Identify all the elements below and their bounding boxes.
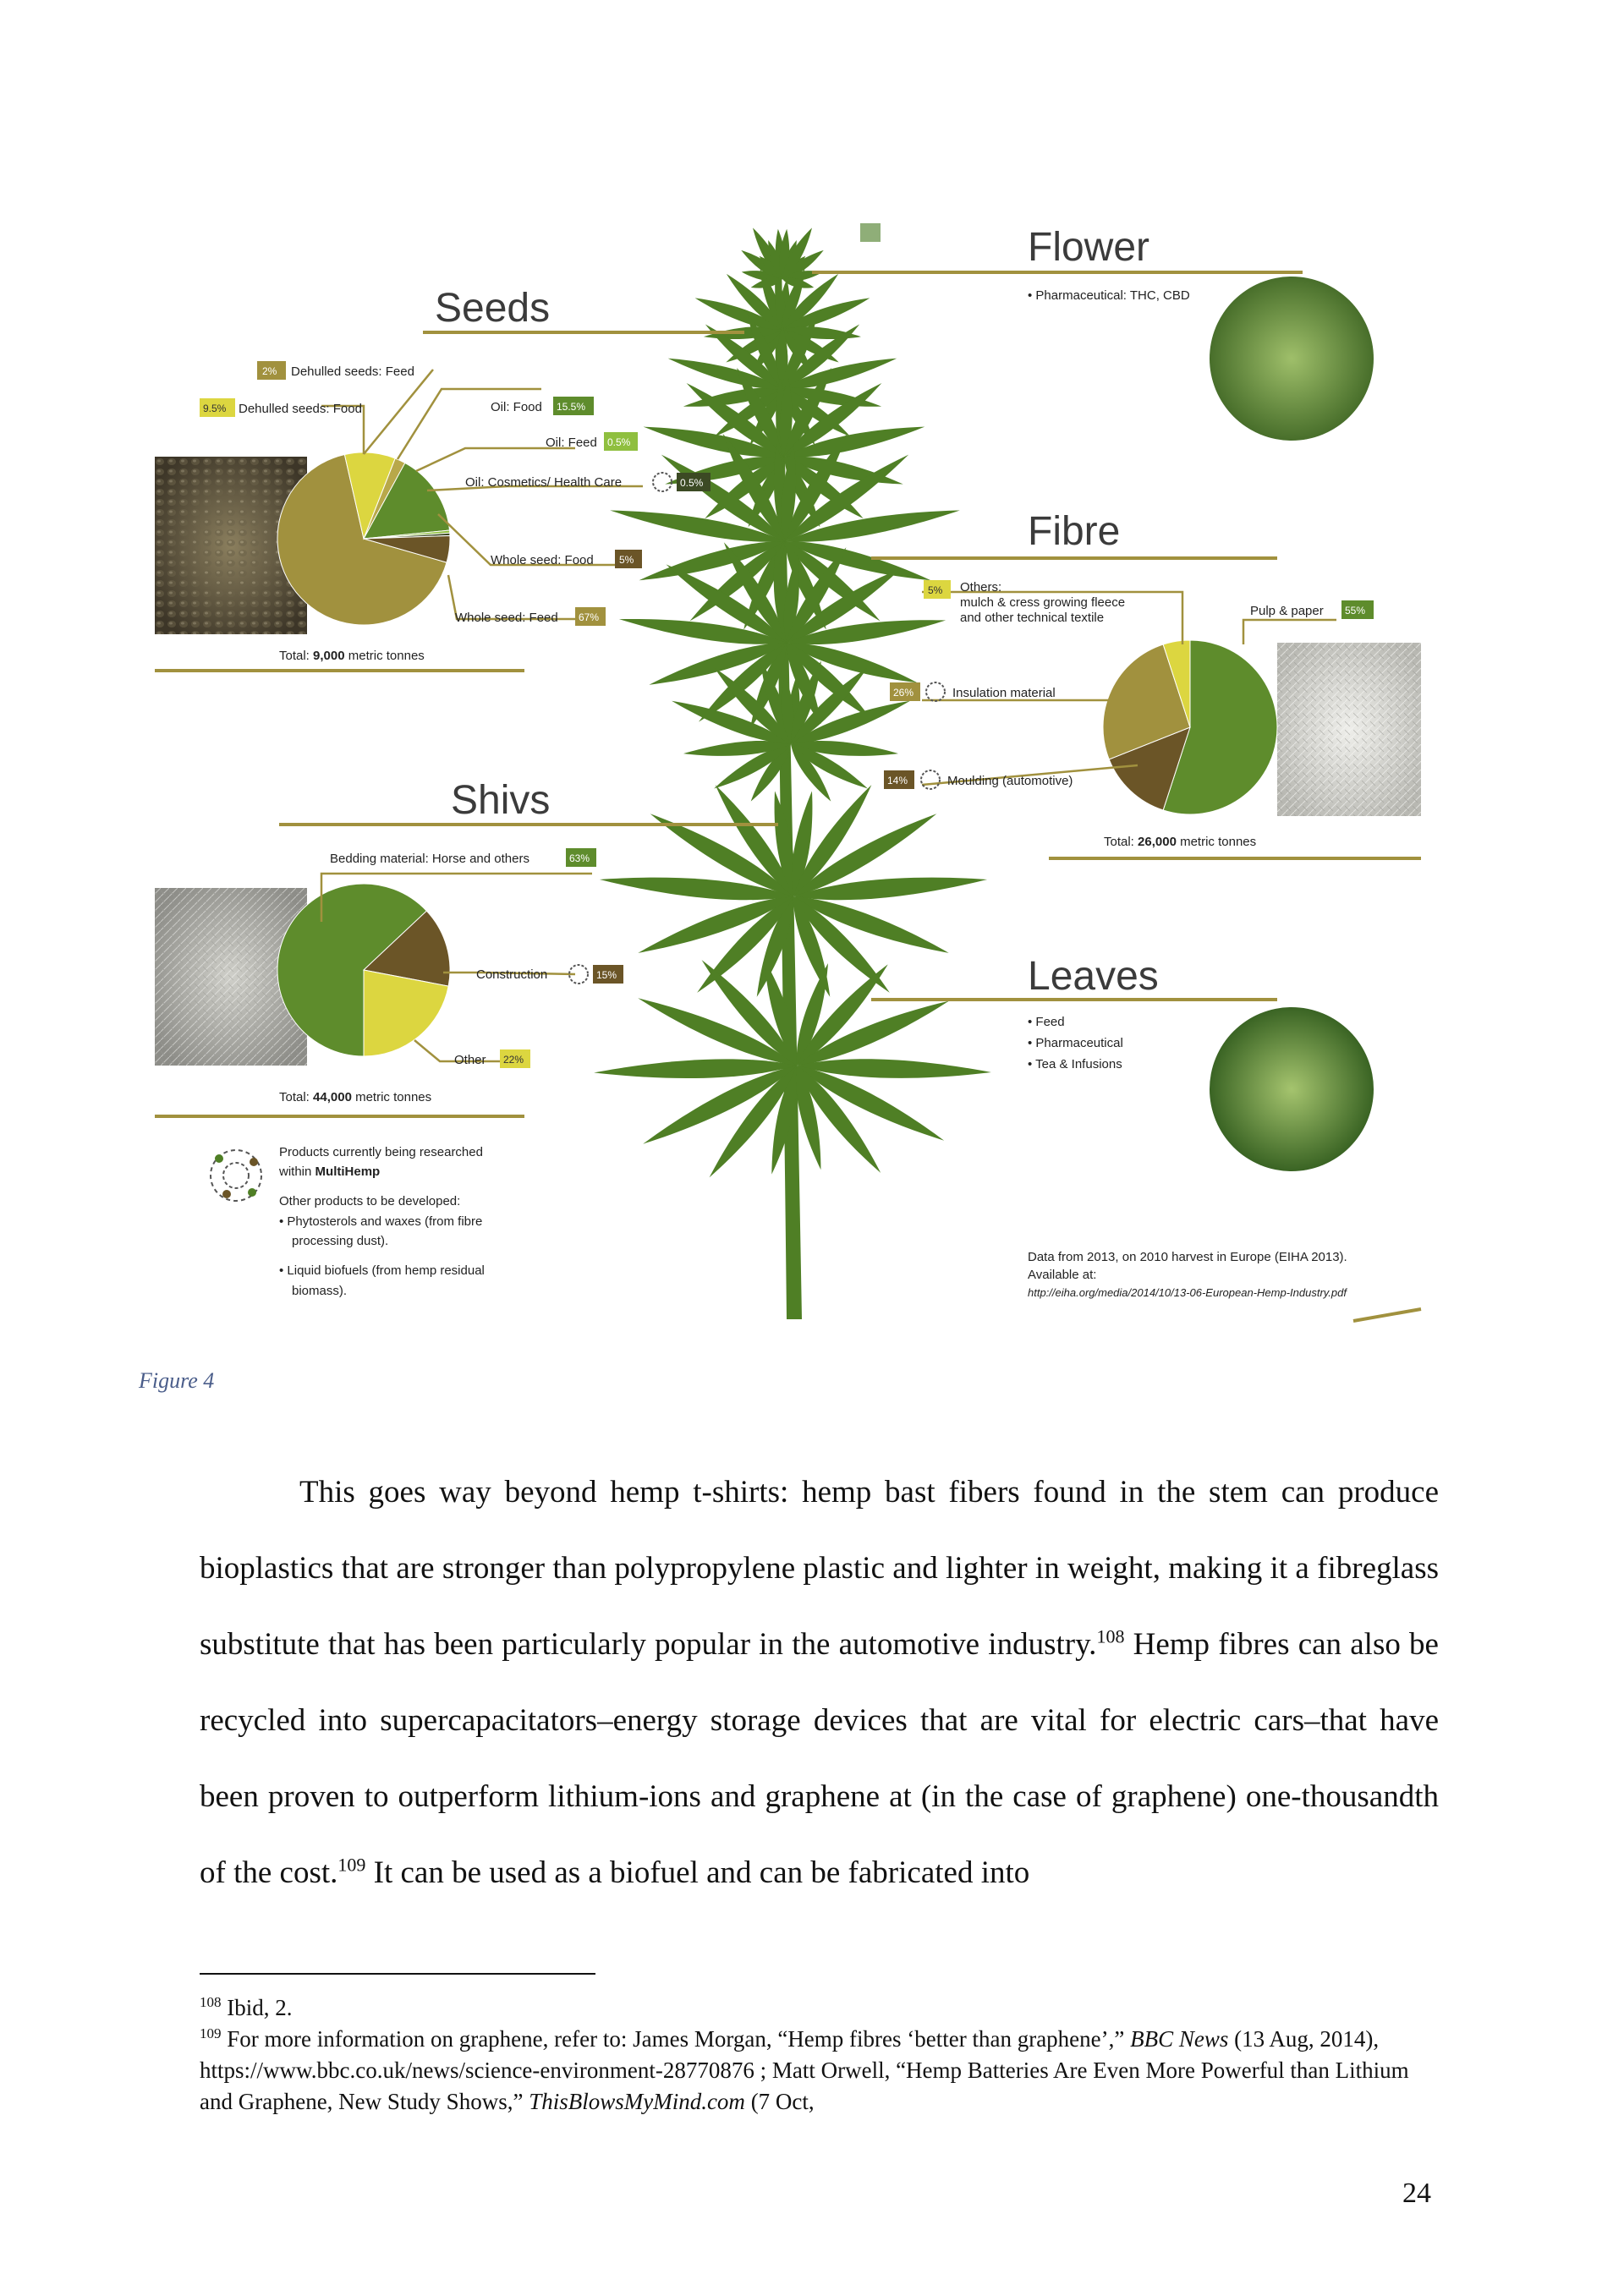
shivs-title: Shivs [451, 778, 551, 823]
seeds-pct-wholeseed-feed: 67% [579, 611, 600, 623]
seeds-label-wholeseed-feed: Whole seed: Feed [455, 611, 558, 625]
footnote-108: $^{108}$ Ibid, 2. [200, 1994, 293, 2020]
svg-text:• Liquid biofuels (from: • Liquid biofuels (from hemp residual [279, 1263, 485, 1278]
svg-text:processing dust).: processing dust). [292, 1234, 389, 1248]
seeds-title: Seeds [435, 286, 551, 331]
multihemp-icon [653, 473, 672, 491]
shivs-pie-chart [277, 884, 450, 1056]
seeds-label-wholeseed-food: Whole seed: Food [491, 553, 594, 567]
shivs-pct-other: 22% [503, 1054, 524, 1066]
leaves-photo [1210, 1007, 1374, 1171]
shivs-pct-construction: 15% [596, 969, 617, 981]
multihemp-icon [921, 770, 940, 789]
fibre-pct-others: 5% [928, 584, 943, 596]
seeds-total: Total: 9,000 metric tonnes [279, 649, 425, 663]
footnote-ref-109[interactable]: 109 [337, 1854, 366, 1876]
fibre-label-insulation: Insulation material [952, 686, 1056, 700]
footnote-divider [200, 1973, 595, 1975]
seeds-label-dehulled-feed: Dehulled seeds: Feed [291, 364, 414, 379]
seeds-pct-oil-feed: 0.5% [607, 436, 631, 448]
fibre-label-moulding: Moulding (automotive) [947, 774, 1073, 788]
body-paragraph: This goes way beyond hemp t-shirts: hemp bast fibers found in the stem can produce bioplastics that are stronger than polypropylene plastic and lighter in weight, making it a fibreglass substitute that has been particularly popular in the automotive industry.$^{108}$ Hemp fibres can also be recycled into supercapacitators–energy storage devices that are vital for electric cars–that have been proven to outperform lithium-ions and graphene at (in the case of graphene) one-thousandth of the cost.$^{109}$ It can be used as a biofuel and can be fabricated into [200, 1475, 1439, 1890]
fibre-label-pulp: Pulp & paper [1250, 604, 1324, 618]
seeds-pie-chart [277, 452, 450, 625]
seeds-pct-dehulled-feed: 2% [262, 365, 277, 377]
seeds-label-dehulled-food: Dehulled seeds: Food [239, 402, 362, 416]
fibre-title: Fibre [1028, 509, 1121, 554]
fibre-others-title: Others: [960, 580, 1002, 595]
flower-bullet: • Pharmaceutical: THC, CBD [1028, 288, 1190, 303]
seeds-label-oil-cosmetics: Oil: Cosmetics/ Health Care [465, 475, 623, 490]
fibre-total: Total: 26,000 metric tonnes [1104, 835, 1257, 849]
fibre-pct-pulp: 55% [1345, 605, 1366, 616]
svg-text:Available at:: Available at: [1028, 1268, 1097, 1282]
fibre-pie-chart [1103, 640, 1277, 814]
svg-text:Other products to be: Other products to be developed: [279, 1194, 461, 1208]
seeds-label-oil-food: Oil: Food [491, 400, 542, 414]
shivs-total: Total: 44,000 metric tonnes [279, 1090, 432, 1104]
seeds-pct-oil-cosmetics: 0.5% [680, 477, 704, 489]
multihemp-icon [926, 682, 945, 701]
hemp-plant-illustration [594, 225, 991, 1319]
svg-text:Data from 2013, on 2010 harves: Data from 2013, on 2010 harvest in Europe (EIHA 2013). [1028, 1250, 1347, 1264]
seeds-pct-wholeseed-food: 5% [619, 554, 634, 566]
leaves-bullet-pharma: • Pharmaceutical [1028, 1036, 1123, 1050]
svg-text:• Phytosterols and waxes: • Phytosterols and waxes (from fibre [279, 1214, 483, 1229]
flower-photo [1210, 277, 1374, 441]
fibre-others-line2: mulch & cress growing fleece [960, 595, 1126, 610]
multihemp-logo-icon [211, 1150, 261, 1201]
footnote-ref-108[interactable]: 108 [1096, 1625, 1125, 1647]
source-note [1028, 1250, 1347, 1299]
multihemp-legend [211, 1145, 485, 1298]
leaves-title: Leaves [1028, 954, 1159, 999]
source-url[interactable]: http://eiha.org/media/2014/10/13-06-European-Hemp-Industry.pdf [1028, 1286, 1347, 1299]
shivs-label-construction: Construction [476, 967, 548, 982]
leaves-bullet-tea: • Tea & Infusions [1028, 1057, 1122, 1071]
fibre-others-line3: and other technical textile [960, 611, 1105, 625]
footnote-109: $^{109}$ For more information on graphene, refer to: James Morgan, “Hemp fibres ‘better than graphene’,” BBC News (13 Aug, 2014), https://www.bbc.co.uk/news/science-environment-28770876 ; Matt Orwell, “Hemp Batteries Are Even More Powerful than Lithium and Graphene, New Study Shows,” ThisBlowsMyMind.com (7 Oct, [200, 2025, 1409, 2114]
svg-text:biomass).: biomass). [292, 1284, 348, 1298]
shivs-pct-bedding: 63% [569, 852, 590, 864]
shivs-label-other: Other [454, 1053, 486, 1067]
shivs-label-bedding: Bedding material: Horse and others [330, 852, 529, 866]
figure-caption: Figure 4 [139, 1368, 215, 1393]
fibre-pct-insulation: 26% [893, 687, 914, 699]
fibre-pct-moulding: 14% [887, 775, 908, 786]
page-number: 24 [1402, 2178, 1431, 2209]
flower-title: Flower [1028, 225, 1150, 270]
svg-text:Products currently being: Products currently being researched [279, 1145, 483, 1159]
flower-marker [860, 223, 881, 242]
seeds-label-oil-feed: Oil: Feed [546, 436, 597, 450]
seeds-pct-dehulled-food: 9.5% [203, 403, 227, 414]
svg-text:within MultiHemp: within MultiHemp [279, 1164, 381, 1179]
leaves-bullet-feed: • Feed [1028, 1015, 1065, 1029]
seeds-pct-oil-food: 15.5% [557, 401, 586, 413]
